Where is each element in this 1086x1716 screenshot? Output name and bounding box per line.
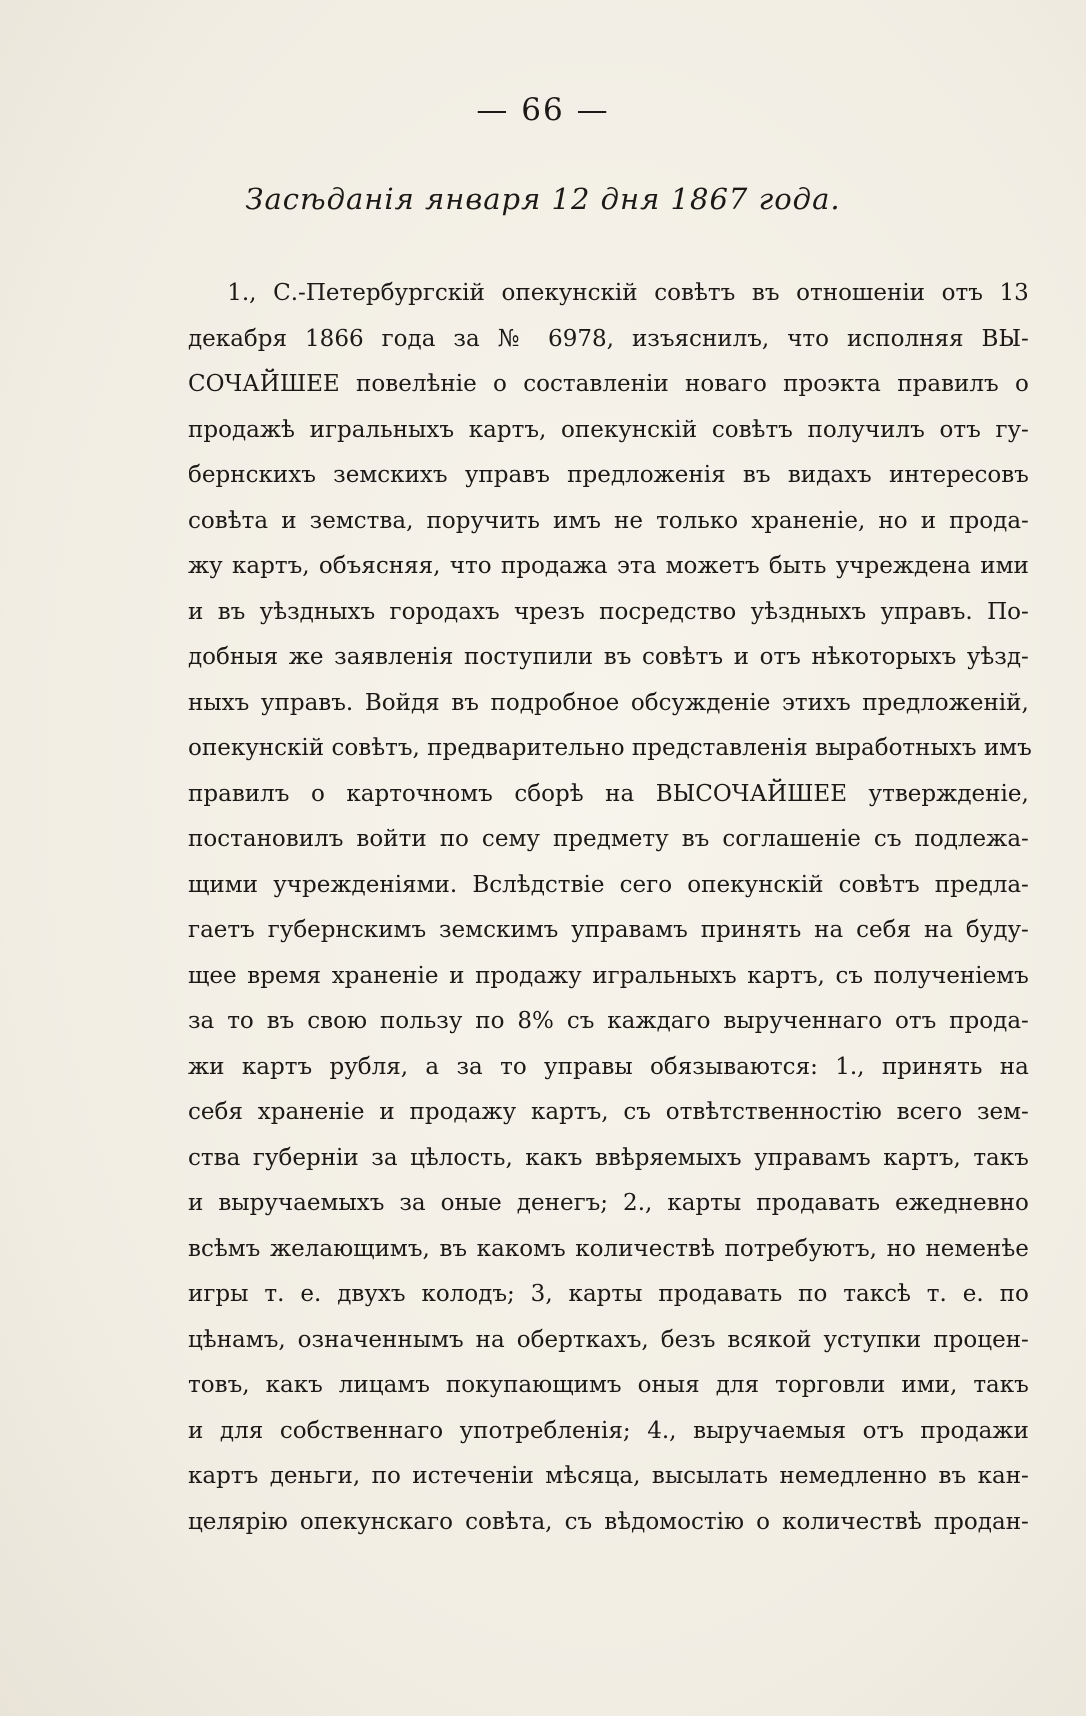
text-line: СОЧАЙШЕЕ повелѣніе о составленіи новаго проэкта правилъ о	[188, 369, 1029, 397]
text-line: опекунскій совѣтъ, предварительно представленія выработныхъ имъ	[188, 733, 1032, 761]
text-line: продажѣ игральныхъ картъ, опекунскій совѣтъ получилъ отъ гу-	[188, 414, 1029, 443]
text-line: ства губерніи за цѣлость, какъ ввѣряемыхъ управамъ картъ, такъ	[188, 1142, 1029, 1171]
text-line: гаетъ губернскимъ земскимъ управамъ принять на себя на буду-	[188, 915, 1029, 943]
text-line: игры т. е. двухъ колодъ; 3, карты продавать по таксѣ т. е. по	[188, 1279, 1029, 1307]
text-line: себя храненіе и продажу картъ, съ отвѣтственностію всего зем-	[188, 1097, 1029, 1125]
text-line: правилъ о карточномъ сборѣ на ВЫСОЧАЙШЕЕ утвержденіе,	[188, 778, 1029, 807]
text-line: жи картъ рубля, а за то управы обязываются: 1., принять на	[188, 1051, 1029, 1080]
text-line: 1., С.-Петербургскій опекунскій совѣтъ въ отношеніи отъ 13	[227, 278, 1029, 306]
text-line: цѣнамъ, означеннымъ на оберткахъ, безъ всякой уступки процен-	[188, 1324, 1029, 1353]
text-line: совѣта и земства, поручить имъ не только храненіе, но и прода-	[188, 505, 1029, 534]
text-line: добныя же заявленія поступили въ совѣтъ и отъ нѣкоторыхъ уѣзд-	[188, 642, 1029, 670]
text-line: картъ деньги, по истеченіи мѣсяца, высылать немедленно въ кан-	[188, 1461, 1029, 1489]
text-line: целярію опекунскаго совѣта, съ вѣдомостію о количествѣ продан-	[188, 1506, 1029, 1535]
text-line: декабря 1866 года за № 6978, изъяснилъ, что исполняя ВЫ-	[188, 323, 1029, 352]
page-number: — 66 —	[476, 92, 610, 128]
text-line: щими учрежденіями. Вслѣдствіе сего опекунскій совѣтъ предла-	[188, 869, 1029, 898]
text-line: и для собственнаго употребленія; 4., выручаемыя отъ продажи	[188, 1415, 1029, 1444]
text-line: за то въ свою пользу по 8% съ каждаго вырученнаго отъ прода-	[188, 1006, 1029, 1034]
body-paragraph	[188, 270, 1046, 1544]
text-line: и выручаемыхъ за оные денегъ; 2., карты продавать ежедневно	[188, 1188, 1029, 1216]
text-line: постановилъ войти по сему предмету въ соглашеніе съ подлежа-	[188, 824, 1029, 852]
text-line: ныхъ управъ. Войдя въ подробное обсужденіе этихъ предложеній,	[188, 687, 1029, 716]
text-line: и въ уѣздныхъ городахъ чрезъ посредство уѣздныхъ управъ. По-	[188, 596, 1029, 625]
text-line: жу картъ, объясняя, что продажа эта можетъ быть учреждена ими	[188, 551, 1029, 579]
text-line: всѣмъ желающимъ, въ какомъ количествѣ потребуютъ, но неменѣе	[188, 1233, 1029, 1262]
section-heading: Засѣданія января 12 дня 1867 года.	[245, 182, 841, 216]
text-line: товъ, какъ лицамъ покупающимъ оныя для торговли ими, такъ	[188, 1370, 1029, 1398]
text-line: щее время храненіе и продажу игральныхъ картъ, съ полученіемъ	[188, 960, 1029, 989]
text-line: бернскихъ земскихъ управъ предложенія въ видахъ интересовъ	[188, 460, 1029, 488]
